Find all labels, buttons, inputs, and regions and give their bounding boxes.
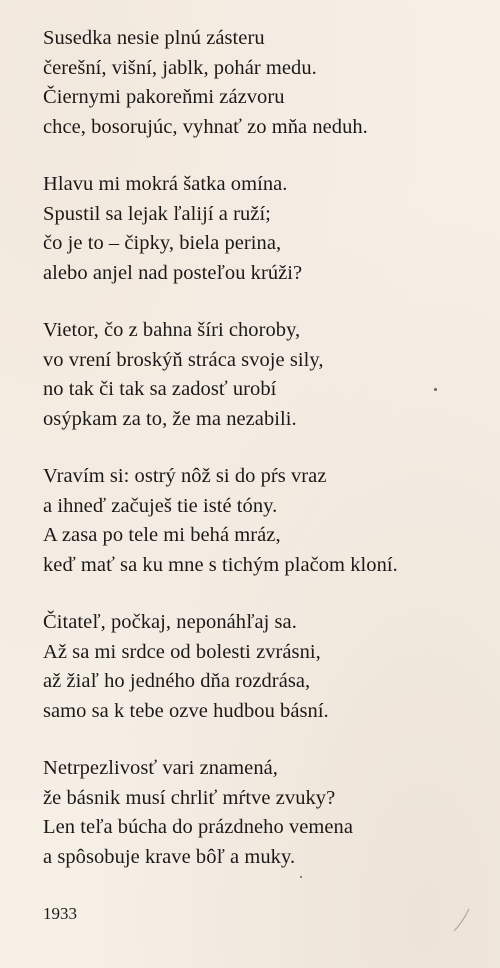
poem-line: keď mať sa ku mne s tichým plačom kloní. xyxy=(43,553,398,576)
poem-line: a ihneď začuješ tie isté tóny. xyxy=(43,494,278,517)
poem-line: že básnik musí chrliť mŕtve zvuky? xyxy=(43,786,336,809)
poem-line: samo sa k tebe ozve hudbou básní. xyxy=(43,699,329,722)
stanza-3 xyxy=(43,316,488,434)
poem-line: Čiernymi pakoreňmi zázvoru xyxy=(43,86,285,108)
poem-line: Susedka nesie plnú zásteru xyxy=(43,27,265,49)
poem-line: a spôsobuje krave bôľ a muky. xyxy=(43,845,296,868)
poem-line: až žiaľ ho jedného dňa rozdrása, xyxy=(43,670,311,692)
poem-line: Vravím si: ostrý nôž si do pŕs vraz xyxy=(43,465,327,487)
stanza-6 xyxy=(43,754,488,872)
poem-line: Vietor, čo z bahna šíri choroby, xyxy=(43,319,301,341)
poem-line: vo vrení broskýň stráca svoje sily, xyxy=(43,348,324,371)
poem-line: Čitateľ, počkaj, neponáhľaj sa. xyxy=(43,611,297,633)
poem-line: Až sa mi srdce od bolesti zvrásni, xyxy=(43,640,321,663)
poem-line: A zasa po tele mi behá mráz, xyxy=(43,524,281,546)
stanza-2 xyxy=(43,170,488,288)
paper-speck xyxy=(300,876,302,878)
poem-line: Netrpezlivosť vari znamená, xyxy=(43,757,278,779)
poem-line: no tak či tak sa zadosť urobí xyxy=(43,378,277,400)
poem-year: 1933 xyxy=(43,904,77,923)
poem-line: Spustil sa lejak ľalijí a ruží; xyxy=(43,202,271,225)
poem-line: čo je to – čipky, biela perina, xyxy=(43,232,282,254)
stanza-4 xyxy=(43,462,488,580)
poem-line: čerešní, višní, jablk, pohár medu. xyxy=(43,56,317,79)
stanza-1 xyxy=(43,24,488,142)
poem-line: Len teľa búcha do prázdneho vemena xyxy=(43,816,353,838)
poem-line: chce, bosorujúc, vyhnať zo mňa neduh. xyxy=(43,115,368,138)
poem xyxy=(43,24,488,900)
poem-line: Hlavu mi mokrá šatka omína. xyxy=(43,173,288,195)
paper-crease-mark xyxy=(452,905,472,933)
poem-line: osýpkam za to, že ma nezabili. xyxy=(43,407,297,430)
paper-speck xyxy=(434,388,437,391)
stanza-5 xyxy=(43,608,488,726)
poem-line: alebo anjel nad posteľou krúži? xyxy=(43,261,303,284)
